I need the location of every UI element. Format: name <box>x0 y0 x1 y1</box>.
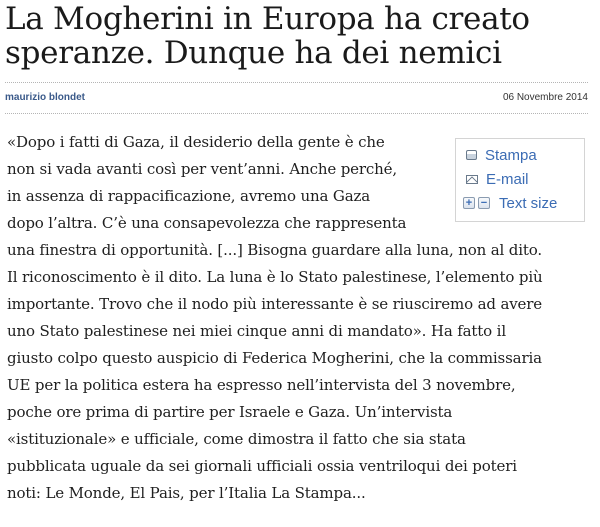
email-label: E-mail <box>486 170 529 188</box>
text-size-label: Text size <box>499 194 558 212</box>
body-line: uno Stato palestinese nei miei cinque anni di mandato». Ha fatto il <box>7 322 506 340</box>
body-line: UE per la politica estera ha espresso nell’intervista del 3 novembre, <box>7 376 516 394</box>
body-line: importante. Trovo che il nodo più interessante è se riusciremo ad avere <box>7 295 543 313</box>
article-meta <box>5 82 588 114</box>
body-line: «istituzionale» e ufficiale, come dimostra il fatto che sia stata <box>7 430 466 448</box>
article-title-line-1: La Mogherini in Europa ha creato <box>5 1 530 37</box>
body-line: in assenza di rappacificazione, avremo una Gaza <box>7 187 371 205</box>
article-title <box>5 2 590 70</box>
body-line: dopo l’altra. C’è una consapevolezza che rappresenta <box>7 214 407 232</box>
body-line: non si vada avanti così per vent’anni. Anche perché, <box>7 160 398 178</box>
email-button[interactable] <box>466 169 529 189</box>
body-line: giusto colpo questo auspicio di Federica Mogherini, che la commissaria <box>7 349 542 367</box>
article-title-line-2: speranze. Dunque ha dei nemici <box>5 35 502 71</box>
text-size-decrease-button[interactable]: − <box>478 197 490 209</box>
body-line: poche ore prima di partire per Israele e Gaza. Un’intervista <box>7 403 453 421</box>
publish-date: 06 Novembre 2014 <box>502 92 588 103</box>
body-line: Il riconoscimento è il dito. La luna è lo Stato palestinese, l’elemento più <box>7 268 543 286</box>
printer-icon <box>466 150 477 160</box>
body-line: una finestra di opportunità. [...] Bisogna guardare alla luna, non al dito. <box>7 241 543 259</box>
article-tools-box <box>455 138 585 222</box>
print-button[interactable] <box>466 145 537 165</box>
envelope-icon <box>466 175 478 184</box>
author-link[interactable]: maurizio blondet <box>5 92 85 103</box>
body-line: pubblicata uguale da sei giornali ufficiali ossia ventriloqui dei poteri <box>7 457 517 475</box>
body-line: «Dopo i fatti di Gaza, il desiderio della gente è che <box>7 133 385 151</box>
text-size-increase-button[interactable]: + <box>463 197 475 209</box>
print-label: Stampa <box>485 146 537 164</box>
body-line: noti: Le Monde, El Pais, per l’Italia La Stampa... <box>7 484 366 502</box>
text-size-control <box>463 193 557 213</box>
